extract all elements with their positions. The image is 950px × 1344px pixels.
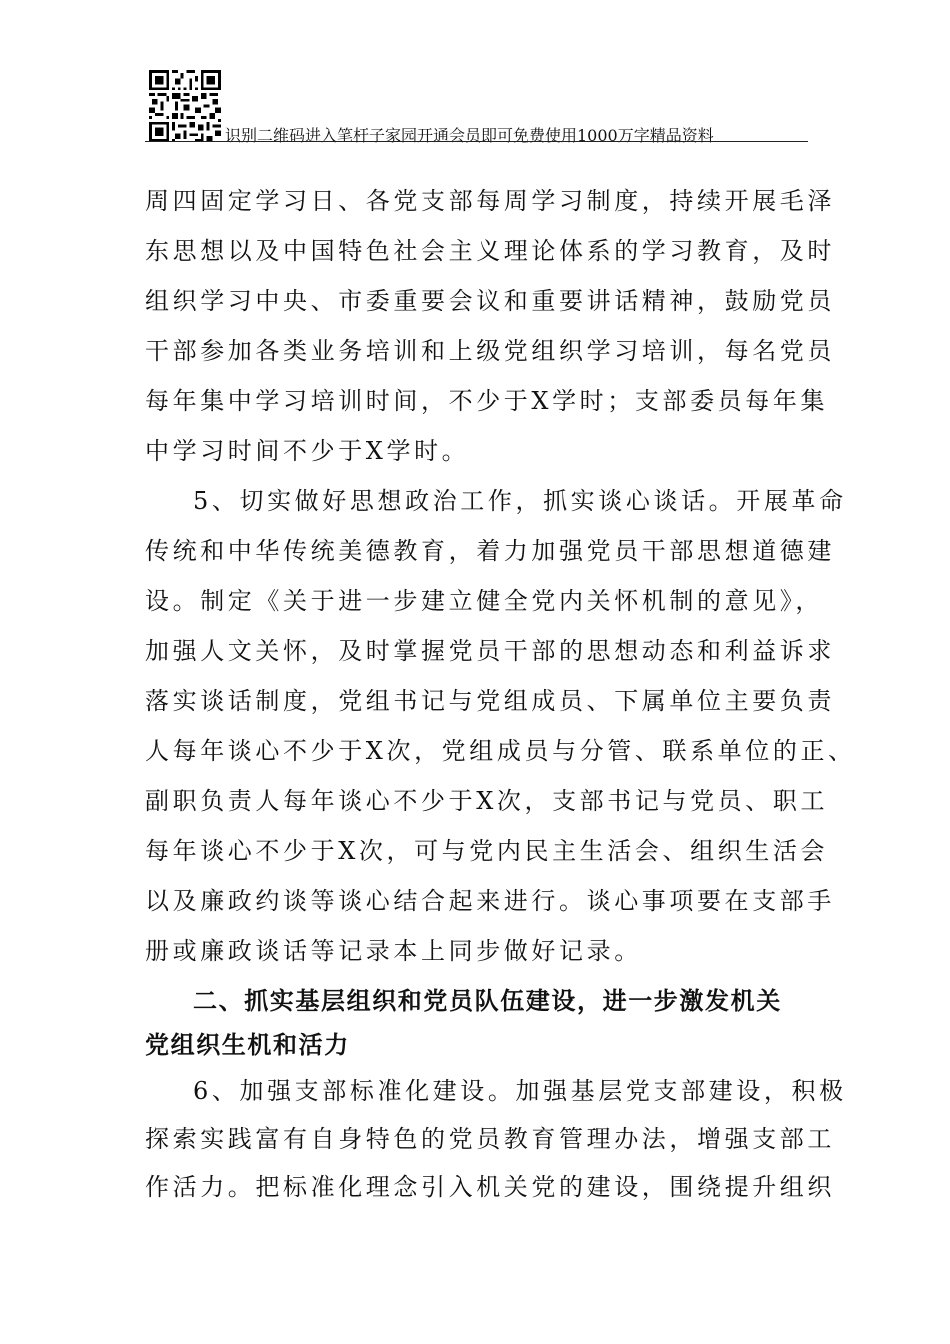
text-line: 周四固定学习日、各党支部每周学习制度，持续开展毛泽: [145, 187, 835, 215]
text-line: 干部参加各类业务培训和上级党组织学习培训，每名党员: [145, 337, 835, 365]
text-line: 册或廉政谈话等记录本上同步做好记录。: [145, 937, 642, 965]
text-line: 每年谈心不少于X次，可与党内民主生活会、组织生活会: [145, 837, 829, 865]
text-line: 传统和中华传统美德教育，着力加强党员干部思想道德建: [145, 537, 835, 565]
text-line: 东思想以及中国特色社会主义理论体系的学习教育，及时: [145, 237, 835, 265]
text-line: 组织学习中央、市委重要会议和重要讲话精神，鼓励党员: [145, 287, 835, 315]
header-promo-text: 识别二维码进入笔杆子家园开通会员即可免费使用1000万字精品资料: [225, 126, 714, 145]
text-line: 设。制定《关于进一步建立健全党内关怀机制的意见》，: [145, 587, 823, 615]
page-header: [145, 70, 808, 144]
paragraph-6-first-line: 6、加强支部标准化建设。加强基层党支部建设，积极: [193, 1077, 847, 1105]
paragraph-5-first-line: 5、切实做好思想政治工作，抓实谈心谈话。开展革命: [193, 487, 847, 515]
section-heading-continued: 党组织生机和活力: [145, 1031, 350, 1059]
text-line: 以及廉政约谈等谈心结合起来进行。谈心事项要在支部手: [145, 887, 835, 915]
qr-code-icon[interactable]: [149, 70, 221, 142]
text-line: 作活力。把标准化理念引入机关党的建设，围绕提升组织: [145, 1173, 835, 1201]
section-heading: 二、抓实基层组织和党员队伍建设，进一步激发机关: [193, 987, 782, 1015]
text-line: 人每年谈心不少于X次，党组成员与分管、联系单位的正、: [145, 737, 856, 765]
text-line: 每年集中学习培训时间，不少于X学时；支部委员每年集: [145, 387, 829, 415]
text-line: 副职负责人每年谈心不少于X次，支部书记与党员、职工: [145, 787, 829, 815]
header-divider: [145, 141, 808, 142]
text-line: 探索实践富有自身特色的党员教育管理办法，增强支部工: [145, 1125, 835, 1153]
text-line: 中学习时间不少于X学时。: [145, 437, 470, 465]
text-line: 加强人文关怀，及时掌握党员干部的思想动态和利益诉求: [145, 637, 835, 665]
text-line: 落实谈话制度，党组书记与党组成员、下属单位主要负责: [145, 687, 835, 715]
